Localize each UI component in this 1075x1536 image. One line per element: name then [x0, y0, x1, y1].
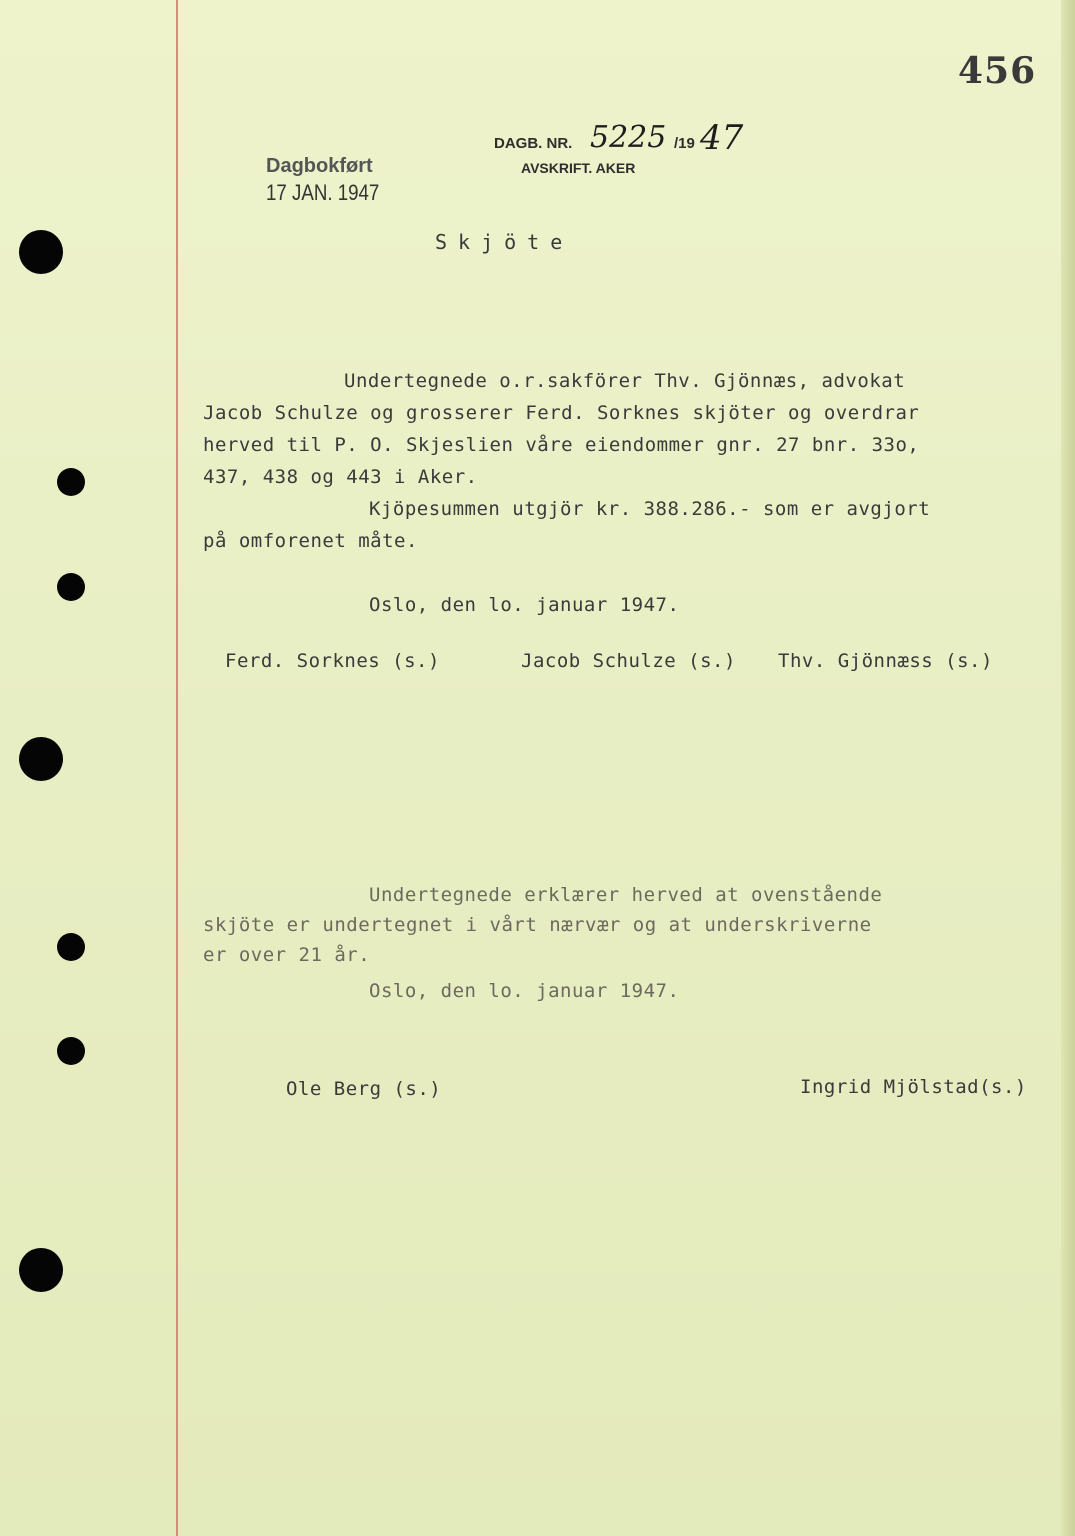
avskrift-label: AVSKRIFT. AKER — [521, 160, 636, 176]
punch-hole — [19, 737, 63, 781]
body-line: på omforenet måte. — [203, 530, 418, 552]
red-margin-line — [176, 0, 178, 1536]
date-line: Oslo, den lo. januar 1947. — [369, 594, 680, 616]
signature: Ferd. Sorknes (s.) — [225, 650, 440, 672]
date-line: Oslo, den lo. januar 1947. — [369, 980, 680, 1002]
punch-hole — [57, 1037, 85, 1065]
witness-line: skjöte er undertegnet i vårt nærvær og at underskriverne — [203, 914, 872, 936]
punch-hole — [57, 933, 85, 961]
dagbokfort-date: 17 JAN. 1947 — [266, 180, 380, 205]
dagb-year: 47 — [700, 118, 744, 158]
document-title: Skjöte — [435, 230, 574, 254]
body-line: 437, 438 og 443 i Aker. — [203, 466, 478, 488]
body-line: Undertegnede o.r.sakförer Thv. Gjönnæs, advokat — [344, 370, 906, 392]
signature: Ole Berg (s.) — [286, 1078, 442, 1100]
page-number: 456 — [958, 50, 1037, 92]
signature: Jacob Schulze (s.) — [521, 650, 736, 672]
body-line: herved til P. O. Skjeslien våre eiendommer gnr. 27 bnr. 33o, — [203, 434, 920, 456]
signature: Thv. Gjönnæss (s.) — [778, 650, 993, 672]
witness-line: Undertegnede erklærer herved at ovenstående — [369, 884, 883, 906]
dagb-number: 5225 — [590, 120, 667, 155]
punch-hole — [57, 573, 85, 601]
dagb-label: DAGB. NR. — [494, 135, 573, 152]
dagbokfort-label: Dagbokført — [266, 155, 373, 177]
punch-hole — [19, 230, 63, 274]
body-line: Jacob Schulze og grosserer Ferd. Sorknes skjöter og overdrar — [203, 402, 920, 424]
witness-line: er over 21 år. — [203, 944, 371, 966]
page-edge — [1061, 0, 1075, 1536]
signature: Ingrid Mjölstad(s.) — [800, 1076, 1027, 1098]
punch-hole — [57, 468, 85, 496]
dagb-year-prefix: /19 — [674, 135, 695, 152]
body-line: Kjöpesummen utgjör kr. 388.286.- som er avgjort — [369, 498, 931, 520]
punch-hole — [19, 1248, 63, 1292]
